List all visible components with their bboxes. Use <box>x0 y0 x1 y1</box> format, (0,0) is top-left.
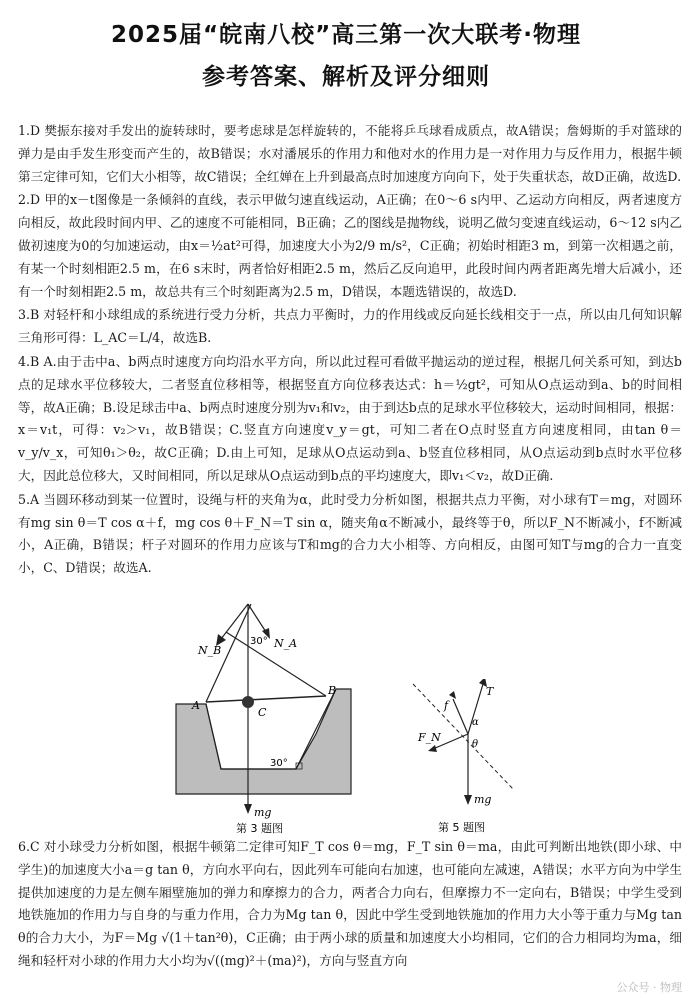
answer-2: 2.D 甲的x－t图像是一条倾斜的直线，表示甲做匀速直线运动，A正确；在0～6 s内甲、乙运动方向相反，两者速度方向相反，故此段时间内甲、乙的速度不可能相同，B正确；乙的图线是抛物线，说明乙做匀变速直线运动，6～12 s内乙做初速度为0的匀加速运动，由x＝½at²可得，加速度大小为2/9 m/s²，C正确；初始时相距3 m，到第一次相遇之前，有某一个时刻相距2.5 m，在6 s末时，两者恰好相距2.5 m，然后乙反向追甲，此段时间内两者距离先增大后减小，还有一个时刻相距2.5 m，故总共有三个时刻距离为2.5 m，D错误，本题选错误的，故选D. <box>18 192 682 299</box>
answer-subtitle: 参考答案、解析及评分细则 <box>202 64 490 90</box>
watermark: 公众号 · 物理 <box>616 981 682 994</box>
answers-body <box>18 120 682 973</box>
label-f: f <box>444 698 449 712</box>
figure-5-diagram <box>408 679 518 834</box>
figures-row <box>18 584 682 834</box>
rod-ab <box>206 696 326 702</box>
answer-1: 1.D 樊振东接对手发出的旋转球时，要考虑球是怎样旋转的，不能将乒乓球看成质点，故A错误；詹姆斯的手对篮球的弹力是由手发生形变而产生的，故B错误；水对潘展乐的作用力和他对水的作用力是一对作用力与反作用力，根据牛顿第三定律可知，它们大小相等，故C错误；全红婵在上升到最高点时加速度方向向下，处于失重状态，故D正确，故选D. <box>18 123 682 184</box>
figure-3-diagram <box>166 584 356 834</box>
label-fn: F_N <box>418 730 441 744</box>
label-alpha: α <box>472 716 479 728</box>
answer-5: 5.A 当圆环移动到某一位置时，设绳与杆的夹角为α，此时受力分析如图，根据共点力平衡，对小球有T＝mg，对圆环有mg sin θ＝T cos α＋f，mg cos θ＋F_N＝T sin α，随夹角α不断减小，最终等于θ，所以F_N不断减小，f不断减小，A正确，B错误；杆子对圆环的作用力应该与T和mg的合力大小相等、方向相反，由图可知T与mg的合力一直变小，C、D错误；故选A. <box>18 491 682 576</box>
label-b: B <box>328 683 337 697</box>
label-angle-top: 30° <box>250 635 268 647</box>
exam-title: 2025届“皖南八校”高三第一次大联考·物理 <box>111 22 581 48</box>
figure-5-caption: 第 5 题图 <box>438 820 485 834</box>
label-na: N_A <box>274 636 298 650</box>
answer-6: 6.C 对小球受力分析如图，根据牛顿第二定律可知F_T cos θ＝mg，F_T sin θ＝ma，由此可判断出地铁(即小球、中学生)的加速度大小a＝g tan θ，方向水平向右，因此列车可能向右加速，也可能向左减速，A错误；水平方向为中学生提供加速度的力是左侧车厢壁施加的弹力和摩擦力的合力，两者合力向右，但摩擦力不一定向右，B错误；中学生受到地铁施加的作用力与自身的与重力作用，合力为Mg tan θ，因此中学生受到地铁施加的作用力大小等于重力与Mg tan θ的合力大小，为F＝Mg √(1＋tan²θ)，C正确；由于两小球的质量和加速度大小均相同，它们的合力相同均为ma，细绳和轻杆对小球的作用力大小均为√((mg)²＋(ma)²)，方向与竖直方向 <box>18 838 682 968</box>
answer-3: 3.B 对轻杆和小球组成的系统进行受力分析，共点力平衡时，力的作用线或反向延长线相交于一点，所以由几何知识解三角形可得：L_AC＝L/4，故选B. <box>18 307 682 346</box>
container-block <box>176 689 351 794</box>
figure-3-caption: 第 3 题图 <box>236 821 283 834</box>
label-c: C <box>258 705 267 719</box>
label-theta: θ <box>472 738 479 750</box>
label-mg: mg <box>474 792 492 806</box>
label-mg: mg <box>254 805 272 819</box>
label-a: A <box>192 698 200 712</box>
answer-4: 4.B A.由于击中a、b两点时速度方向均沿水平方向，所以此过程可看做平抛运动的逆过程，根据几何关系可知，到达b点的足球水平位移较大，二者竖直位移相等，根据竖直方向位移表达式：h＝½gt²，可知从O点运动到a、b的时间相等，故A正确；B.设足球击中a、b两点时速度分别为v₁和v₂，由于到达b点的足球水平位移较大，运动时间相同，根据：x＝v₁t，可得：v₂＞v₁，故B错误；C.竖直方向速度v_y＝gt，可知二者在O点时竖直方向速度相同，由tan θ＝v_y/v_x，可知θ₁＞θ₂，故C正确；D.由上可知，足球从O点运动到a、b竖直位移相同，从O点运动到b点时水平位移大，因此总位移大，又时间相同，所以足球从O点运动到b点的平均速度大，即v₁＜v₂，故D正确. <box>18 353 682 483</box>
label-nb: N_B <box>198 643 222 657</box>
ball-c <box>242 696 254 708</box>
label-t: T <box>486 684 494 698</box>
label-angle-bottom: 30° <box>270 757 288 769</box>
